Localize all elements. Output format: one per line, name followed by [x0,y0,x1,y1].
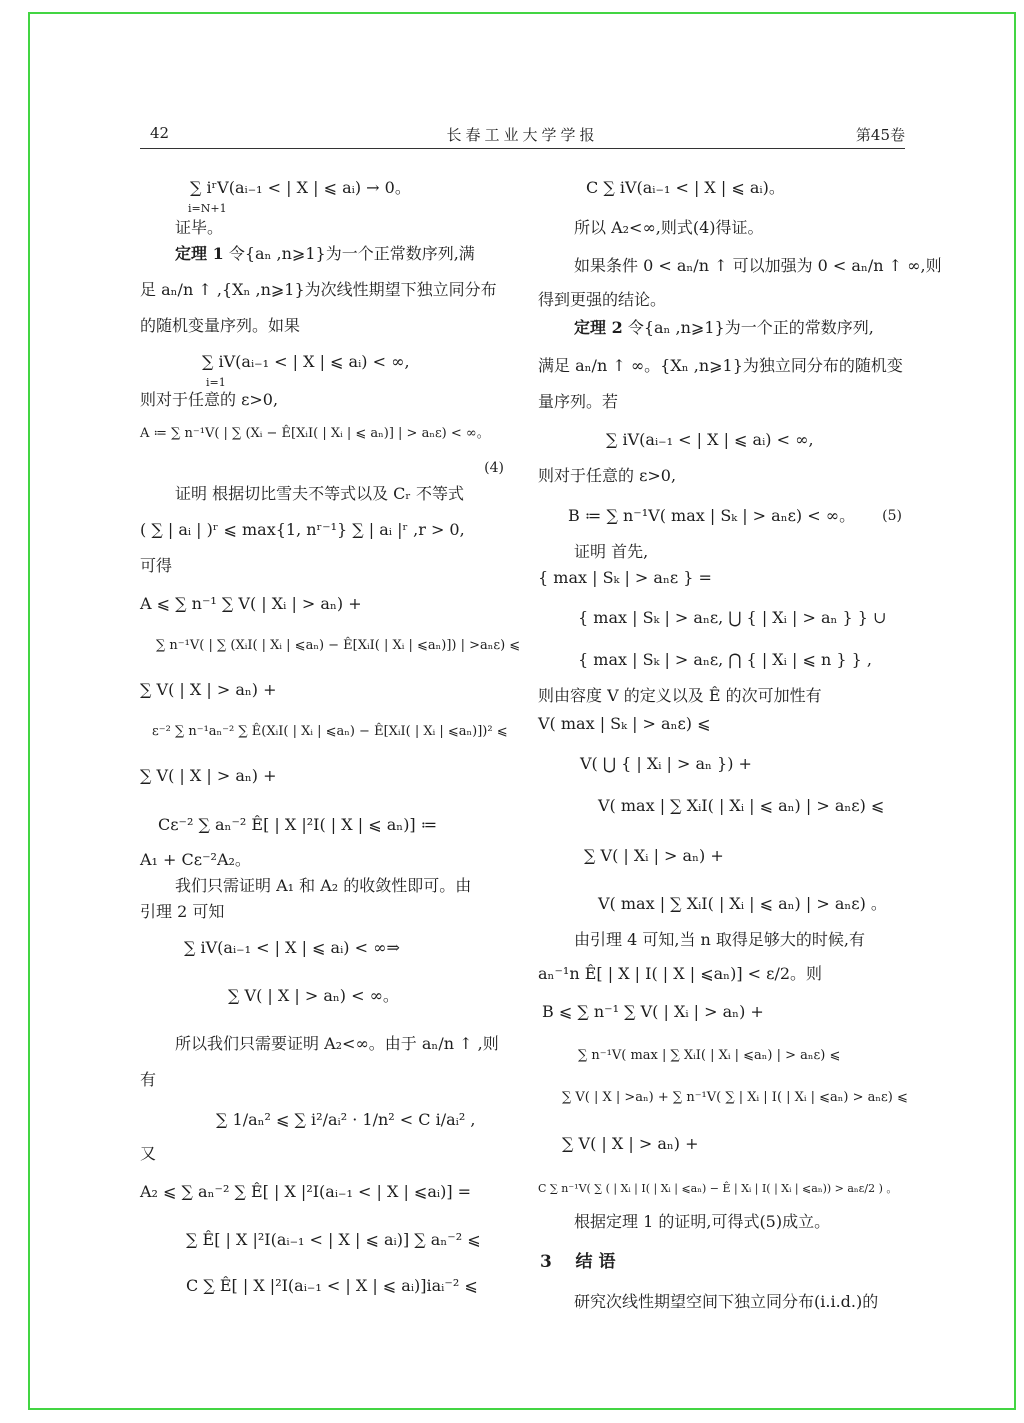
equation: V( max | ∑ XᵢI( | Xᵢ | ⩽ aₙ) | > aₙε) ⩽ [598,796,885,815]
text-line: 由引理 4 可知,当 n 取得足够大的时候,有 [574,930,866,949]
text-line: 根据定理 1 的证明,可得式(5)成立。 [574,1212,831,1231]
equation: C ∑ Ê[ | X |²I(aᵢ₋₁ < | X | ⩽ aᵢ)]iaᵢ⁻² ⩽ [186,1276,478,1295]
text-line: 可得 [140,556,173,575]
text-line: 足 aₙ/n ↑ ,{Xₙ ,n⩾1}为次线性期望下独立同分布 [140,280,497,299]
right-column [538,160,942,1340]
equation: V( max | Sₖ | > aₙε) ⩽ [538,714,711,733]
equation: ∑ V( | X | > aₙ) + [140,680,277,699]
text-line: 令{aₙ ,n⩾1}为一个正的常数序列, [627,318,874,337]
equation: V( ⋃ { | Xᵢ | > aₙ }) + [580,754,752,773]
theorem-label: 定理 2 [574,318,623,337]
text-line: 则由容度 V 的定义以及 Ê 的次可加性有 [538,686,822,705]
page-number: 42 [150,124,170,142]
text-line: 有 [140,1070,157,1089]
text-line: 的随机变量序列。如果 [140,316,301,335]
text-line: 证明 根据切比雪夫不等式以及 Cᵣ 不等式 [175,484,465,503]
equation: ∑ V( | X | > aₙ) + [140,766,277,785]
equation: Cε⁻² ∑ aₙ⁻² Ê[ | X |²I( | X | ⩽ aₙ)] ≔ [158,815,438,834]
text-line: 又 [140,1144,157,1163]
equation: ∑ n⁻¹V( max | ∑ XᵢI( | Xᵢ | ⩽aₙ) | > aₙε) ⩽ [578,1048,841,1063]
equation: A₂ ⩽ ∑ aₙ⁻² ∑ Ê[ | X |²I(aᵢ₋₁ < | X | ⩽aᵢ)] = [140,1182,472,1201]
equation: A₁ + Cε⁻²A₂。 [140,850,251,869]
section-number: 3 [540,1252,552,1272]
theorem-2-line [574,318,874,337]
running-header [140,122,905,149]
text-line: 满足 aₙ/n ↑ ∞。{Xₙ ,n⩾1}为独立同分布的随机变 [538,356,903,375]
theorem-label: 定理 1 [175,244,224,263]
equation: { max | Sₖ | > aₙε, ⋂ { | Xᵢ | ⩽ n } } , [578,650,872,669]
equation: ∑ iʳV(aᵢ₋₁ < | X | ⩽ aᵢ) → 0。 [190,178,411,197]
equation: C ∑ iV(aᵢ₋₁ < | X | ⩽ aᵢ)。 [586,178,785,197]
equation: ∑ V( | X | > aₙ) + [562,1134,699,1153]
text-line: 所以我们只需要证明 A₂<∞。由于 aₙ/n ↑ ,则 [175,1034,499,1053]
text-line: 则对于任意的 ε>0, [140,390,279,409]
equation: ∑ iV(aᵢ₋₁ < | X | ⩽ aᵢ) < ∞, [606,430,814,449]
journal-title: 长春工业大学学报 [446,126,599,144]
text-line: 证毕。 [175,218,224,237]
section-heading [540,1252,615,1272]
equation: ∑ iV(aᵢ₋₁ < | X | ⩽ aᵢ) < ∞⇒ [184,938,400,957]
text-line: 则对于任意的 ε>0, [538,466,677,485]
left-column [140,160,521,1340]
equation: B ⩽ ∑ n⁻¹ ∑ V( | Xᵢ | > aₙ) + [542,1002,764,1021]
theorem-1-line [175,244,475,263]
equation-A: A ≔ ∑ n⁻¹V( | ∑ (Xᵢ − Ê[XᵢI( | Xᵢ | ⩽ aₙ)] | > aₙε) < ∞。 [140,426,490,441]
equation: ∑ V( | X | >aₙ) + ∑ n⁻¹V( ∑ | Xᵢ | I( | Xᵢ | ⩽aₙ) > aₙε) ⩽ [562,1090,908,1105]
equation: { max | Sₖ | > aₙε } = [538,568,712,587]
equation: ∑ n⁻¹V( | ∑ (XᵢI( | Xᵢ | ⩽aₙ) − Ê[XᵢI( | Xᵢ | ⩽aₙ)]) | >aₙε) ⩽ [156,638,521,653]
equation: ( ∑ | aᵢ | )ʳ ⩽ max{1, nʳ⁻¹} ∑ | aᵢ |ʳ ,r > 0, [140,520,465,539]
equation: ε⁻² ∑ n⁻¹aₙ⁻² ∑ Ê(XᵢI( | Xᵢ | ⩽aₙ) − Ê[XᵢI( | Xᵢ | ⩽aₙ)])² ⩽ [152,724,508,739]
text-line: 令{aₙ ,n⩾1}为一个正常数序列,满 [228,244,475,263]
text-line: 得到更强的结论。 [538,290,667,309]
equation-B: B ≔ ∑ n⁻¹V( max | Sₖ | > aₙε) < ∞。 [568,506,856,525]
equation-number: (4) [484,460,504,476]
volume-label: 第45卷 [855,126,905,144]
section-title: 结 语 [575,1252,616,1272]
equation: { max | Sₖ | > aₙε, ⋃ { | Xᵢ | > aₙ } } ∪ [578,608,887,627]
equation: C ∑ n⁻¹V( ∑ ( | Xᵢ | I( | Xᵢ | ⩽aₙ) − Ê | Xᵢ | I( | Xᵢ | ⩽aₙ)) > aₙε/2 ) 。 [538,1182,898,1195]
text-line: 引理 2 可知 [140,902,225,921]
equation: aₙ⁻¹n Ê[ | X | I( | X | ⩽aₙ)] < ε/2。则 [538,964,823,983]
equation: A ⩽ ∑ n⁻¹ ∑ V( | Xᵢ | > aₙ) + [140,594,362,613]
text-line: 如果条件 0 < aₙ/n ↑ 可以加强为 0 < aₙ/n ↑ ∞,则 [574,256,942,275]
sum-limit: i=N+1 [188,202,227,215]
text-line: 所以 A₂<∞,则式(4)得证。 [574,218,764,237]
equation: V( max | ∑ XᵢI( | Xᵢ | ⩽ aₙ) | > aₙε) 。 [598,894,887,913]
text-line: 证明 首先, [574,542,649,561]
text-line: 研究次线性期望空间下独立同分布(i.i.d.)的 [574,1292,879,1311]
sum-limit: i=1 [206,376,226,389]
text-line: 我们只需证明 A₁ 和 A₂ 的收敛性即可。由 [175,876,472,895]
equation: ∑ V( | X | > aₙ) < ∞。 [228,986,399,1005]
equation: ∑ V( | Xᵢ | > aₙ) + [584,846,724,865]
equation-number: (5) [882,508,902,524]
equation: ∑ 1/aₙ² ⩽ ∑ i²/aᵢ² · 1/n² < C i/aᵢ² , [216,1110,476,1129]
text-line: 量序列。若 [538,392,619,411]
equation: ∑ Ê[ | X |²I(aᵢ₋₁ < | X | ⩽ aᵢ)] ∑ aₙ⁻² ⩽ [186,1230,481,1249]
equation: ∑ iV(aᵢ₋₁ < | X | ⩽ aᵢ) < ∞, [202,352,410,371]
